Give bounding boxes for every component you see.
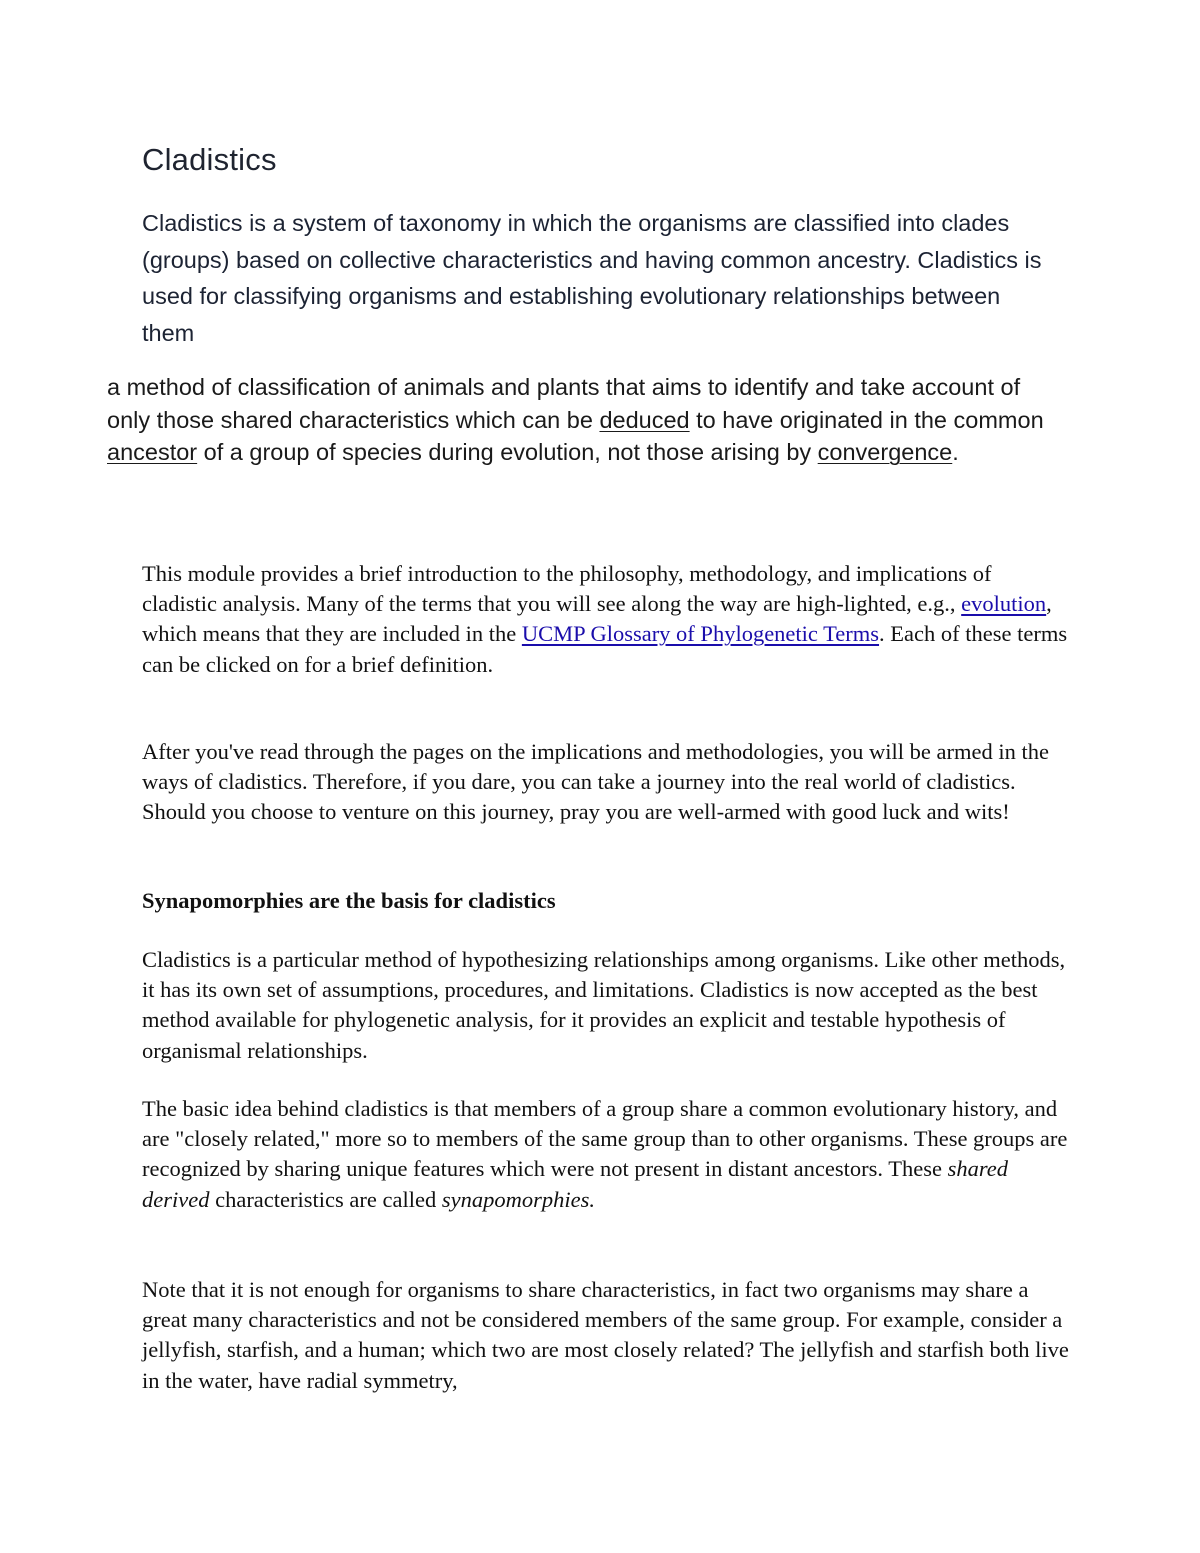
synapomorphies-term: synapomorphies.	[441, 1186, 595, 1212]
definition-text: of a group of species during evolution, not those arising by	[197, 439, 818, 465]
module-text: , which means that they are included in the	[142, 591, 1052, 647]
shared-derived-term: shared derived	[142, 1156, 1008, 1212]
method-paragraph: Cladistics is a particular method of hypothesizing relationships among organisms. Like other methods, it has its own set of assumptions, procedures, and limitations. Cladistics is now accepted as the best method available for phylogenetic analysis, for it provides an explicit and testable hypothesis of organismal relationships.	[142, 947, 1066, 1063]
definition-text: .	[952, 439, 959, 465]
term-deduced[interactable]: deduced	[599, 406, 690, 433]
basic-idea-text: characteristics are called	[209, 1186, 442, 1212]
module-paragraph	[142, 559, 1072, 680]
page-title: Cladistics	[142, 142, 277, 177]
module-text: This module provides a brief introduction to the philosophy, methodology, and implications of cladistic analysis. Many of the terms that you will see along the way are high-lighted, e.g.,	[142, 561, 992, 617]
definition-text: a method of classification of animals and plants that aims to identify and take account of only those shared characteristics which can be	[107, 374, 1021, 433]
note-paragraph: Note that it is not enough for organisms to share characteristics, in fact two organisms may share a great many characteristics and not be considered members of the same group. For example, consider a jellyfish, starfish, and a human; which two are most closely related? The jellyfish and starfish both live in the water, have radial symmetry,	[142, 1277, 1069, 1393]
journey-paragraph: After you've read through the pages on the implications and methodologies, you will be armed in the ways of cladistics. Therefore, if you dare, you can take a journey into the real world of cladistics. Should you choose to venture on this journey, pray you are well-armed with good luck and wits!	[142, 739, 1049, 825]
basic-idea-paragraph	[142, 1094, 1072, 1215]
evolution-link[interactable]: evolution	[961, 591, 1047, 617]
basic-idea-text: The basic idea behind cladistics is that members of a group share a common evolutionary history, and are "closely related," more so to members of the same group than to other organisms. These groups are recognized by sharing unique features which were not present in distant ancestors. These	[142, 1096, 1068, 1182]
term-convergence[interactable]: convergence	[817, 439, 953, 465]
ucmp-glossary-link[interactable]: UCMP Glossary of Phylogenetic Terms	[521, 621, 880, 647]
module-text: . Each of these terms can be clicked on for a brief definition.	[142, 621, 1068, 677]
definition-paragraph	[107, 371, 1067, 469]
intro-paragraph: Cladistics is a system of taxonomy in which the organisms are classified into clades (groups) based on collective characteristics and having common ancestry. Cladistics is used for classifying organisms and establishing evolutionary relationships between them	[142, 210, 1042, 346]
section-heading: Synapomorphies are the basis for cladistics	[142, 888, 556, 913]
definition-text: to have originated in the common	[689, 406, 1044, 433]
term-ancestor[interactable]: ancestor	[107, 439, 198, 465]
